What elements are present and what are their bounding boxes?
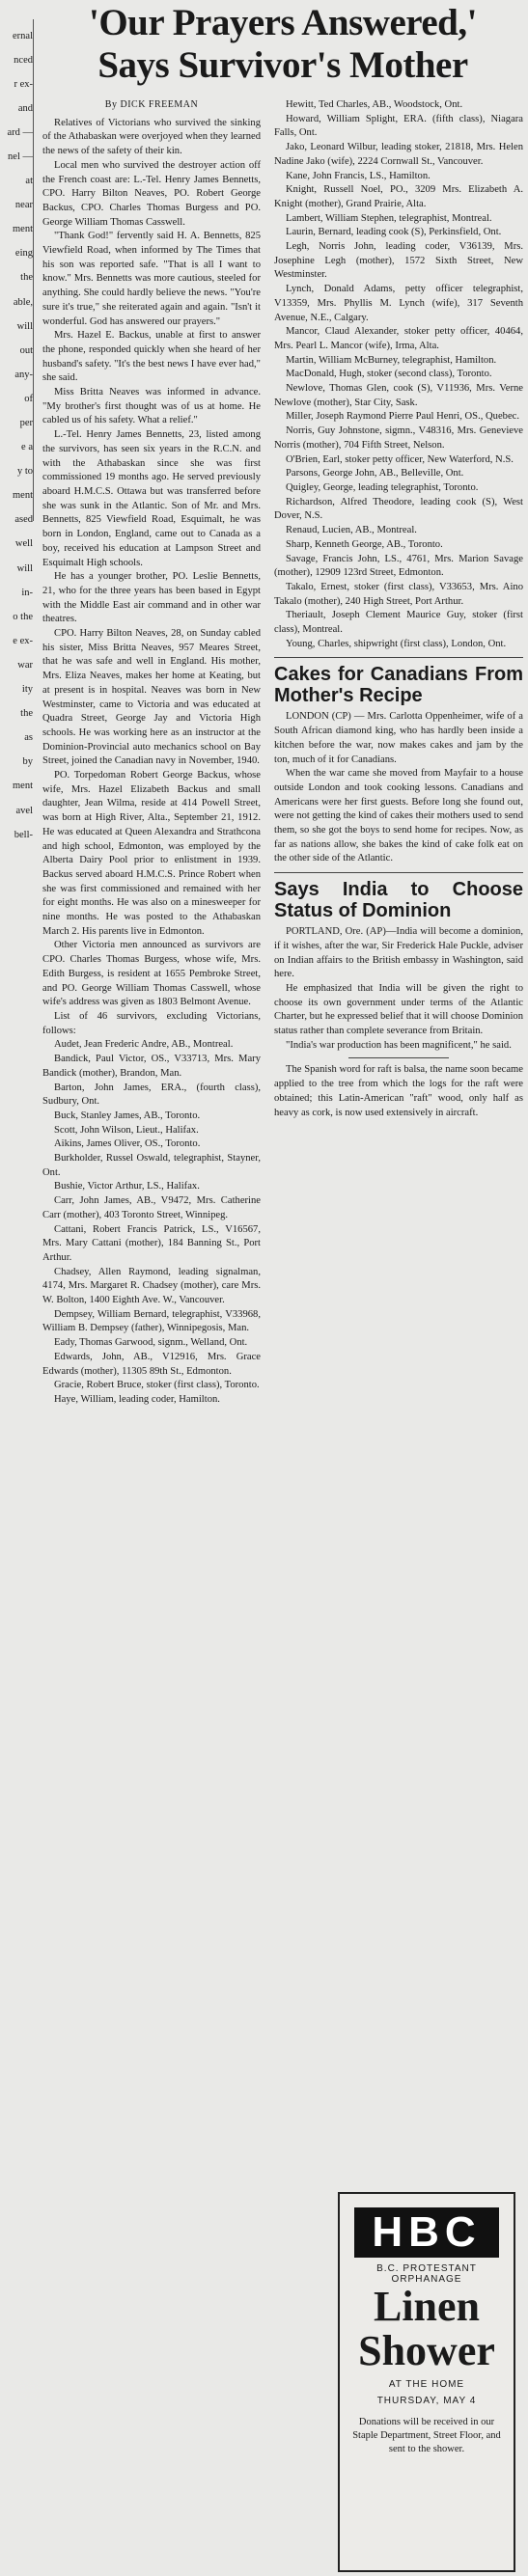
article-paragraph: Barton, John James, ERA., (fourth class), Sudbury, Ont. <box>42 1082 261 1108</box>
article-paragraph: Chadsey, Allen Raymond, leading signalman, 4174, Mrs. Margaret R. Chadsey (mother), care Mrs. W. Bolton, 1400 Eighth Ave. W., Vancouver. <box>42 1266 261 1306</box>
headline-line-1: 'Our Prayers Answered,' <box>89 2 477 43</box>
clipped-text-fragment: nced <box>14 54 33 66</box>
adjacent-column-fragment <box>0 19 34 840</box>
article-paragraph: Haye, William, leading coder, Hamilton. <box>54 1393 220 1405</box>
left-column <box>42 98 261 1408</box>
ad-line-1: B.C. PROTESTANT <box>376 2263 477 2274</box>
survivor-list-item: Martin, William McBurney, telegraphist, Hamilton. <box>286 354 497 366</box>
article-paragraph: Gracie, Robert Bruce, stoker (first class), Toronto. <box>54 1380 260 1391</box>
section-rule <box>274 657 523 658</box>
survivor-list-item: Takalo, Ernest, stoker (first class), V33653, Mrs. Aino Takalo (mother), 240 High Street, Port Arthur. <box>274 581 523 607</box>
survivor-list-item: Jako, Leonard Wilbur, leading stoker, 21818, Mrs. Helen Nadine Jako (wife), 2224 Cornwall St., Vancouver. <box>274 142 523 167</box>
survivor-list-item: Lynch, Donald Adams, petty officer telegraphist, V13359, Mrs. Phyllis M. Lynch (wife), 317 Seventh Avenue, N.E., Calgary. <box>274 284 523 323</box>
survivor-list-item: Howard, William Splight, ERA. (fifth class), Niagara Falls, Ont. <box>274 113 523 139</box>
india-paragraph: He emphasized that India will be given the right to choose its own government under terms of the Atlantic Charter, but he expressed belief that it will choose Dominion status rather than complete severance from Britain. <box>274 982 523 1037</box>
india-headline: Says India to Choose Status of Dominion <box>274 879 523 922</box>
article-paragraph: Cattani, Robert Francis Patrick, LS., V16567, Mrs. Mary Cattani (mother), 184 Banning St., Port Arthur. <box>42 1223 261 1263</box>
clipped-text-fragment: out <box>19 344 33 356</box>
clipped-text-fragment: well <box>14 538 33 550</box>
article-paragraph: Bushie, Victor Arthur, LS., Halifax. <box>54 1181 200 1192</box>
clipped-text-fragment: eing <box>14 248 33 260</box>
right-column-body <box>274 98 523 651</box>
cakes-paragraph: LONDON (CP) — Mrs. Carlotta Oppenheimer, wife of a South African diamond king, who has hardly been inside a kitchen before the war, now makes cakes and jam by the ton, much of it for Canadians. <box>274 711 523 765</box>
clipped-text-fragment: the <box>20 272 33 284</box>
article-paragraph: Relatives of Victorians who survived the sinking of the Athabaskan were overjoyed when they learned the news of the safety of their kin. <box>42 117 261 157</box>
survivor-list-item: Parsons, George John, AB., Belleville, Ont. <box>286 468 464 480</box>
survivor-list-item: Savage, Francis John, LS., 4761, Mrs. Marion Savage (mother), 12909 123rd Street, Edmonton. <box>274 553 523 579</box>
clipped-text-fragment: near <box>14 200 33 211</box>
survivor-list-item: Laurin, Bernard, leading cook (S), Perkinsfield, Ont. <box>286 227 502 238</box>
clipped-text-fragment: and <box>17 102 33 114</box>
headline <box>42 2 523 87</box>
survivor-list-item: Knight, Russell Noel, PO., 3209 Mrs. Elizabeth A. Knight (mother), Grand Prairie, Alta. <box>274 184 523 209</box>
clipped-text-fragment: e ex- <box>13 635 33 646</box>
clipped-text-fragment: per <box>19 418 33 428</box>
clipped-text-fragment: ased <box>14 514 33 526</box>
ad-line-4: THURSDAY, MAY 4 <box>376 2396 477 2406</box>
clipped-text-fragment: ment <box>13 490 33 502</box>
clipped-text-fragment: ment <box>13 781 33 792</box>
short-rule <box>348 1057 448 1058</box>
article-paragraph: "Thank God!" fervently said H. A. Bennetts, 825 Viewfield Road, when informed by The Times that his son was reported safe. "That is all I want to know." Mrs. Bennetts was more cautious, steeled for anything. She could hardly believe the news. "You're sure it's true," she reiterated again and again. "Isn't it wonderful. God has answered our prayers." <box>42 231 261 327</box>
clipped-text-fragment: of <box>24 393 33 404</box>
clipped-text-fragment: ity <box>21 684 33 696</box>
ad-body: Donations will be received in our Staple Department, Street Floor, and sent to the shower. <box>352 2417 501 2454</box>
ad-line-2: ORPHANAGE <box>391 2274 462 2285</box>
article-paragraph: Other Victoria men announced as survivors are CPO. Charles Thomas Burgess, whose wife, Mrs. Edith Burgess, is resident at 1655 Pembroke Street, and PO. George William Thomas Casswell, whose wife's address was given as 1803 Belmont Avenue. <box>42 940 261 1008</box>
survivor-list-item: Theriault, Joseph Clement Maurice Guy, stoker (first class), Montreal. <box>274 610 523 636</box>
hbc-advertisement <box>338 2192 515 2572</box>
clipped-text-fragment: ment <box>13 224 33 235</box>
survivor-list-item: Lambert, William Stephen, telegraphist, Montreal. <box>286 212 492 224</box>
article-paragraph: Mrs. Hazel E. Backus, unable at first to answer the phone, responded quickly when she heard of her husband's safety. "It's the best news I have ever had," she said. <box>42 330 261 384</box>
india-story-body <box>274 925 523 1053</box>
hbc-logo: HBC <box>354 2207 499 2258</box>
article-paragraph: L.-Tel. Henry James Bennetts, 23, listed among the survivors, has seen six years in the R.C.N. and with the Athabaskan since she was first commissioned 19 months ago. He served previously aboard H.M.C.S. Ottawa but was transferred before she was sunk in the Atlantic. Son of Mr. and Mrs. Bennetts, 825 Viewfield Road, Esquimalt, he was born in London, England, came out to Canada as a boy, received his education at Lampson Street and Esquimalt High schools. <box>42 429 261 568</box>
clipped-text-fragment: ard — <box>7 126 33 138</box>
cakes-story-body <box>274 710 523 866</box>
cakes-paragraph: When the war came she moved from Mayfair to a house outside London and took cooking lessons. Canadians and Americans were her first guests. Before long she found out, were not getting the kind of cakes their mothers used to send them, so she got the boys to send home for recipes. Now, as far as nations allow, she bakes the kind of cake folk eat on the other side of the Atlantic. <box>274 768 523 864</box>
clipped-text-fragment: by <box>22 756 33 768</box>
clipped-text-fragment: war <box>17 659 33 671</box>
survivor-list-item: Sharp, Kenneth George, AB., Toronto. <box>286 538 443 550</box>
survivor-list-item: O'Brien, Earl, stoker petty officer, New Waterford, N.S. <box>286 453 514 465</box>
article-paragraph: Edwards, John, AB., V12916, Mrs. Grace Edwards (mother), 11305 89th St., Edmonton. <box>42 1351 261 1377</box>
article-paragraph: Burkholder, Russel Oswald, telegraphist, Stayner, Ont. <box>42 1153 261 1178</box>
right-column <box>274 98 523 1120</box>
clipped-text-fragment: r ex- <box>14 78 33 90</box>
left-column-body <box>42 117 261 1408</box>
india-paragraph: PORTLAND, Ore. (AP)—India will become a dominion, if it wishes, after the war, Sir Frederick Hale Puckle, adviser on Indian affairs to the British embassy in Washington, said here. <box>274 926 523 980</box>
clipped-text-fragment: y to <box>16 466 33 478</box>
article-paragraph: CPO. Harry Bilton Neaves, 28, on Sunday cabled his sister, Miss Britta Neaves, 957 Meares Street, that he was safe and well in England. His mother, Mrs. Eliza Neaves, makes her home at Keating, but at present is in hospital. Neaves was born in New Westminster, came to Victoria and was educated at Quadra Street, George Jay and Victoria High schools. He was working here as an instructor at the Dominion-Provincial auto mechanics school on Bay Street, joined the Canadian navy in November, 1940. <box>42 628 261 767</box>
survivor-list-item: Quigley, George, leading telegraphist, Toronto. <box>286 481 479 493</box>
survivor-list-item: Renaud, Lucien, AB., Montreal. <box>286 525 417 536</box>
clipped-text-fragment: o the <box>13 611 33 622</box>
ad-big-2: Shower <box>358 2327 495 2374</box>
clipped-text-fragment: will <box>16 320 33 332</box>
article-paragraph: Dempsey, William Bernard, telegraphist, V33968, William B. Dempsey (father), Winnipegosis, Man. <box>42 1308 261 1334</box>
article-paragraph: List of 46 survivors, excluding Victorians, follows: <box>42 1011 261 1036</box>
article-paragraph: Scott, John Wilson, Lieut., Halifax. <box>54 1124 199 1136</box>
survivor-list-item: Hewitt, Ted Charles, AB., Woodstock, Ont. <box>286 99 463 110</box>
clipped-text-fragment: any- <box>14 369 33 380</box>
article-paragraph: Eady, Thomas Garwood, signm., Welland, Ont. <box>54 1337 248 1349</box>
article-paragraph: He has a younger brother, PO. Leslie Bennetts, 21, who for the three years has been based in Egypt with the Middle East air command and in other war theatres. <box>42 571 261 625</box>
clipped-text-fragment: in- <box>21 587 33 598</box>
article-paragraph: Carr, John James, AB., V9472, Mrs. Catherine Carr (mother), 403 Toronto Street, Winnipeg. <box>42 1195 261 1220</box>
section-rule <box>274 872 523 873</box>
clipped-text-fragment: the <box>20 708 33 720</box>
india-paragraph: "India's war production has been magnificent," he said. <box>286 1039 512 1051</box>
survivor-list-item: Richardson, Alfred Theodore, leading cook (S), West Dover, N.S. <box>274 496 523 522</box>
clipped-text-fragment: bell- <box>14 829 33 840</box>
article-paragraph: PO. Torpedoman Robert George Backus, whose wife, Mrs. Hazel Elizabeth Backus and small daughter, Jean Wilma, reside at 414 Powell Street, was born at High River, Alta., September 21, 1912. He was educated at Queen Alexandra and Strathcona and high school, Edmonton, was employed by the Alberta Dairy Pool prior to enlistment in 1939. Backus served aboard H.M.C.S. Prince Robert when she was first commissioned and remained with her for eight months. He was also on a minesweeper for nine months. He was posted to the Athabaskan March 2. His parents live in Edmonton. <box>42 770 261 937</box>
article-paragraph: Miss Britta Neaves was informed in advance. "My brother's first thought was of us at home. He cabled us of his safety. What a relief." <box>42 387 261 426</box>
clipped-text-fragment: ernal <box>13 30 33 41</box>
survivor-list-item: Mancor, Claud Alexander, stoker petty officer, 40464, Mrs. Pearl L. Mancor (wife), Irma, Alta. <box>274 326 523 351</box>
survivor-list-item: Young, Charles, shipwright (first class), London, Ont. <box>286 638 507 649</box>
clipped-text-fragment: able, <box>13 296 33 308</box>
article-paragraph: Local men who survived the destroyer action off the French coast are: L.-Tel. Henry James Bennetts, CPO. Harry Bilton Neaves, PO. Robert George Backus, CPO. Charles Thomas Burgess and PO. George William Thomas Casswell. <box>42 159 261 228</box>
ad-line-3: AT THE HOME <box>388 2379 465 2390</box>
article-paragraph: Aikins, James Oliver, OS., Toronto. <box>54 1138 201 1150</box>
article-paragraph: Audet, Jean Frederic Andre, AB., Montreal. <box>54 1039 234 1051</box>
clipped-text-fragment: at <box>25 176 33 187</box>
clipped-text-fragment: will <box>16 562 33 574</box>
ad-big-1: Linen <box>373 2283 481 2330</box>
survivor-list-item: Kane, John Francis, LS., Hamilton. <box>286 170 431 181</box>
headline-line-2: Says Survivor's Mother <box>97 44 468 86</box>
clipped-text-fragment: e a <box>21 442 33 453</box>
clipped-text-fragment: nel — <box>8 151 33 162</box>
clipped-text-fragment: as <box>24 732 33 744</box>
raft-filler: The Spanish word for raft is balsa, the name soon became applied to the tree from which the logs for the raft were obtained; this Latin-American "raft" wood, only half as heavy as cork, is now used extensively in aircraft. <box>274 1064 523 1118</box>
article-paragraph: Buck, Stanley James, AB., Toronto. <box>54 1110 201 1121</box>
survivor-list-item: Miller, Joseph Raymond Pierre Paul Henri, OS., Quebec. <box>286 411 520 423</box>
cakes-headline: Cakes for Canadians From Mother's Recipe <box>274 664 523 707</box>
byline: By DICK FREEMAN <box>104 99 199 110</box>
survivor-list-item: Newlove, Thomas Glen, cook (S), V11936, Mrs. Verne Newlove (mother), Star City, Sask. <box>274 383 523 408</box>
survivor-list-item: MacDonald, Hugh, stoker (second class), Toronto. <box>286 369 492 380</box>
survivor-list-item: Legh, Norris John, leading coder, V36139, Mrs. Josephine Legh (mother), 1572 Sixth Street, New Westminster. <box>274 241 523 281</box>
clipped-text-fragment: avel <box>15 805 33 816</box>
article-paragraph: Bandick, Paul Victor, OS., V33713, Mrs. Mary Bandick (mother), Brandon, Man. <box>42 1054 261 1079</box>
survivor-list-item: Norris, Guy Johnstone, sigmn., V48316, Mrs. Genevieve Norris (mother), 704 Fifth Street, Nelson. <box>274 425 523 451</box>
